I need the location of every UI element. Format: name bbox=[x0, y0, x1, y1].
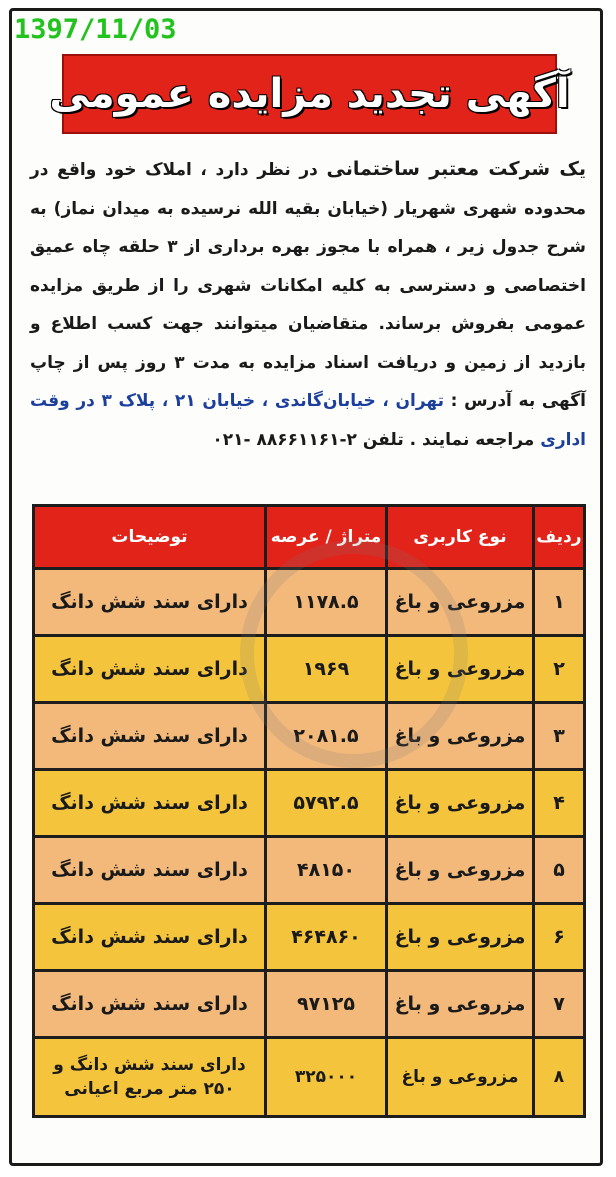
table-row bbox=[35, 838, 583, 902]
row-area: ۹۷۱۲۵ bbox=[267, 972, 385, 1036]
ad-body-text bbox=[30, 150, 586, 459]
body-paragraph: در نظر دارد ، املاک خود واقع در محدوده شهری شهریار (خیابان بقیه الله نرسیده به میدان نماز) به شرح جدول زیر ، همراه با مجوز بهره برداری از ۳ حلقه چاه عمیق اختصاصی و دسترسی به کلیه امکانات شهری را از طریق مزایده عمومی بفروش برساند. متقاضیان میتوانند جهت کسب اطلاع و بازدید از زمین و دریافت اسناد مزایده به مدت ۳ روز پس از چاپ آگهی به آدرس : bbox=[30, 160, 587, 411]
row-area: ۴۶۴۸۶۰ bbox=[267, 905, 385, 969]
row-description: دارای سند شش دانگ bbox=[35, 838, 264, 902]
phone-number: تلفن ۲-۸۸۶۶۱۱۶۱ -۰۲۱ bbox=[212, 429, 404, 450]
row-usage: مزروعی و باغ bbox=[388, 570, 532, 634]
row-area: ۳۲۵۰۰۰ bbox=[267, 1039, 385, 1115]
ad-title: آگهی تجدید مزایده عمومی bbox=[49, 71, 570, 117]
row-index: ۵ bbox=[535, 838, 583, 902]
row-description: دارای سند شش دانگ bbox=[35, 704, 264, 768]
row-description: دارای سند شش دانگ bbox=[35, 637, 264, 701]
header-description: توضیحات bbox=[35, 507, 264, 567]
row-area: ۱۹۶۹ bbox=[267, 637, 385, 701]
address-text: تهران ، خیابان‌گاندی ، خیابان ۲۱ ، پلاک ۳ در وقت اداری bbox=[30, 391, 586, 450]
row-usage: مزروعی و باغ bbox=[388, 972, 532, 1036]
row-usage: مزروعی و باغ bbox=[388, 704, 532, 768]
row-description: دارای سند شش دانگ و ۲۵۰ متر مربع اعیانی bbox=[35, 1039, 264, 1115]
table-row bbox=[35, 1039, 583, 1115]
row-index: ۸ bbox=[535, 1039, 583, 1115]
row-area: ۲۰۸۱.۵ bbox=[267, 704, 385, 768]
table-row bbox=[35, 771, 583, 835]
row-usage: مزروعی و باغ bbox=[388, 838, 532, 902]
row-area: ۱۱۷۸.۵ bbox=[267, 570, 385, 634]
row-index: ۷ bbox=[535, 972, 583, 1036]
row-index: ۴ bbox=[535, 771, 583, 835]
row-usage: مزروعی و باغ bbox=[388, 1039, 532, 1115]
row-description: دارای سند شش دانگ bbox=[35, 771, 264, 835]
row-index: ۶ bbox=[535, 905, 583, 969]
row-area: ۴۸۱۵۰ bbox=[267, 838, 385, 902]
row-index: ۲ bbox=[535, 637, 583, 701]
company-intro: یک شرکت معتبر ساختمانی bbox=[326, 158, 586, 180]
row-description: دارای سند شش دانگ bbox=[35, 972, 264, 1036]
row-usage: مزروعی و باغ bbox=[388, 637, 532, 701]
table-row bbox=[35, 570, 583, 634]
table-header-row bbox=[35, 507, 583, 567]
contact-instruction: مراجعه نمایند . bbox=[409, 429, 541, 450]
row-description: دارای سند شش دانگ bbox=[35, 905, 264, 969]
title-banner bbox=[49, 54, 570, 134]
row-area: ۵۷۹۲.۵ bbox=[267, 771, 385, 835]
header-usage: نوع کاربری bbox=[388, 507, 532, 567]
date-stamp: 1397/11/03 bbox=[14, 14, 177, 45]
row-usage: مزروعی و باغ bbox=[388, 905, 532, 969]
row-index: ۱ bbox=[535, 570, 583, 634]
table-row bbox=[35, 972, 583, 1036]
row-index: ۳ bbox=[535, 704, 583, 768]
row-description: دارای سند شش دانگ bbox=[35, 570, 264, 634]
header-index: ردیف bbox=[535, 507, 583, 567]
table-row bbox=[35, 637, 583, 701]
properties-table bbox=[32, 504, 586, 1118]
header-area: متراژ / عرصه bbox=[267, 507, 385, 567]
row-usage: مزروعی و باغ bbox=[388, 771, 532, 835]
table-row bbox=[35, 905, 583, 969]
table-row bbox=[35, 704, 583, 768]
